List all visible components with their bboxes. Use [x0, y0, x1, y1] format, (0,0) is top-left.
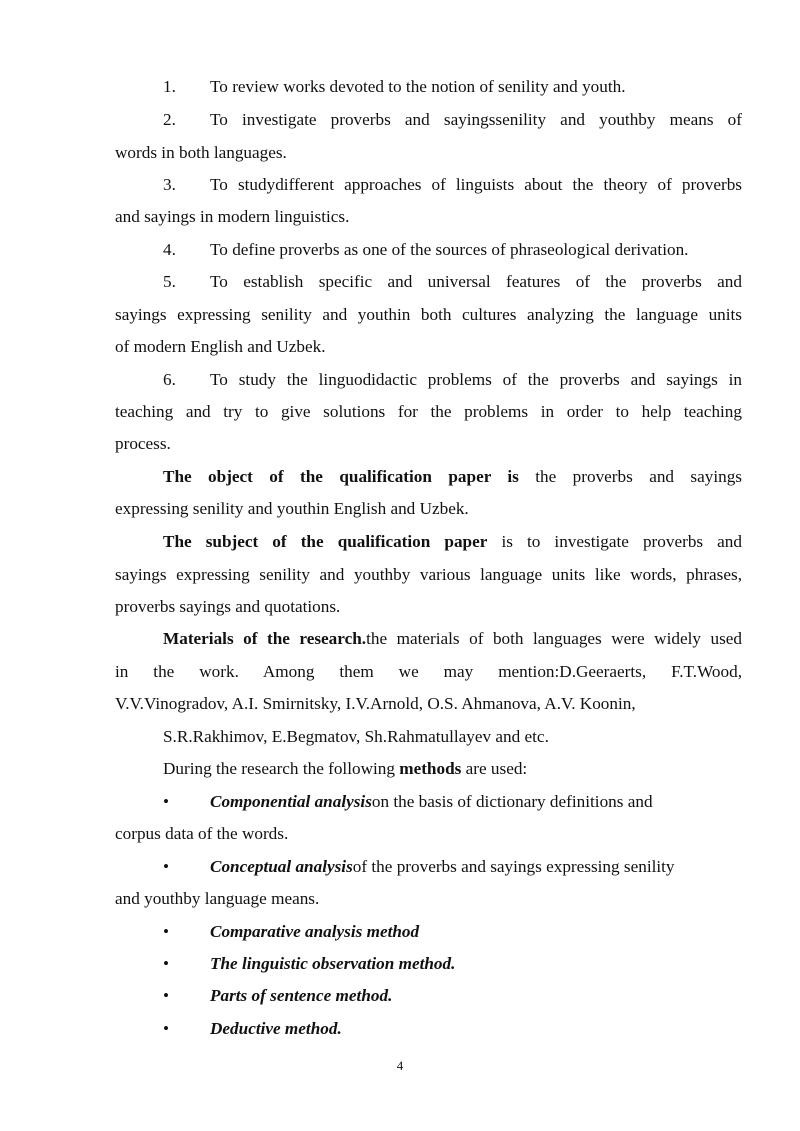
subject-text-continued: proverbs sayings and quotations.: [115, 597, 341, 616]
materials-text: the materials of both languages were widely used: [366, 629, 742, 648]
methods-intro-text: are used:: [461, 759, 528, 778]
task-item-4: [163, 239, 742, 261]
materials-text-continued: S.R.Rakhimov, E.Begmatov, Sh.Rahmatullayev and etc.: [163, 727, 549, 746]
method-term: Deductive method.: [210, 1019, 342, 1038]
materials-heading: Materials of the research.: [163, 629, 367, 648]
task-item-5: [163, 271, 742, 293]
method-term: Componential analysis: [210, 792, 372, 811]
bullet: •: [163, 986, 170, 1005]
method-term: The linguistic observation method.: [210, 954, 456, 973]
bullet: •: [163, 1019, 170, 1038]
task-text-continued: words in both languages.: [115, 143, 287, 162]
task-item-2: [163, 109, 742, 131]
task-text-continued: sayings expressing senility and youthin both cultures analyzing the language units: [115, 305, 742, 324]
method-item-6: [163, 1018, 742, 1040]
task-text: To investigate proverbs and sayingssenility and youthby means of: [210, 110, 742, 129]
task-text-continued: of modern English and Uzbek.: [115, 337, 326, 356]
method-item-3: [163, 921, 742, 943]
method-text-continued: corpus data of the words.: [115, 824, 289, 843]
task-item-1: [163, 76, 742, 98]
task-text-continued: and sayings in modern linguistics.: [115, 207, 350, 226]
task-text: To study the linguodidactic problems of the proverbs and sayings in: [210, 370, 742, 389]
bullet: •: [163, 954, 170, 973]
object-text-continued: expressing senility and youthin English and Uzbek.: [115, 499, 469, 518]
bullet: •: [163, 857, 170, 876]
method-item-5: [163, 985, 742, 1007]
object-heading: The object of the qualification paper is: [163, 467, 519, 486]
method-text: of the proverbs and sayings expressing senility: [352, 857, 675, 876]
subject-heading: The subject of the qualification paper: [163, 532, 488, 551]
materials-text-continued: V.V.Vinogradov, A.I. Smirnitsky, I.V.Arnold, O.S. Ahmanova, A.V. Koonin,: [115, 694, 636, 713]
task-number: 3.: [163, 175, 176, 194]
method-text-continued: and youthby language means.: [115, 889, 320, 908]
task-number: 6.: [163, 370, 176, 389]
methods-keyword: methods: [399, 759, 462, 778]
task-item-3: [163, 174, 742, 196]
task-text-continued: teaching and try to give solutions for the problems in order to help teaching: [115, 402, 742, 421]
task-text: To review works devoted to the notion of senility and youth.: [210, 77, 626, 96]
page-number: 4: [396, 1058, 404, 1073]
task-number: 2.: [163, 110, 176, 129]
bullet: •: [163, 792, 170, 811]
method-item-2: [163, 856, 742, 878]
task-text-continued: process.: [115, 434, 171, 453]
methods-intro: [163, 758, 742, 780]
subject-text-continued: sayings expressing senility and youthby various language units like words, phrases,: [115, 565, 742, 584]
task-number: 4.: [163, 240, 176, 259]
method-text: on the basis of dictionary definitions and: [371, 792, 653, 811]
methods-intro-text: During the research the following: [163, 759, 400, 778]
task-number: 1.: [163, 77, 176, 96]
materials-paragraph: [163, 628, 742, 650]
task-text: To define proverbs as one of the sources of phraseological derivation.: [210, 240, 689, 259]
method-term: Parts of sentence method.: [210, 986, 393, 1005]
bullet: •: [163, 922, 170, 941]
method-item-4: [163, 953, 742, 975]
materials-text-continued: in the work. Among them we may mention:D.Geeraerts, F.T.Wood,: [115, 662, 742, 681]
method-term: Comparative analysis method: [210, 922, 420, 941]
object-text: the proverbs and sayings: [518, 467, 742, 486]
method-term: Conceptual analysis: [210, 857, 353, 876]
task-item-6: [163, 369, 742, 391]
method-item-1: [163, 791, 742, 813]
object-paragraph: [163, 466, 742, 488]
subject-text: is to investigate proverbs and: [487, 532, 742, 551]
task-text: To studydifferent approaches of linguists about the theory of proverbs: [210, 175, 742, 194]
task-text: To establish specific and universal features of the proverbs and: [210, 272, 742, 291]
subject-paragraph: [163, 531, 742, 553]
task-number: 5.: [163, 272, 176, 291]
